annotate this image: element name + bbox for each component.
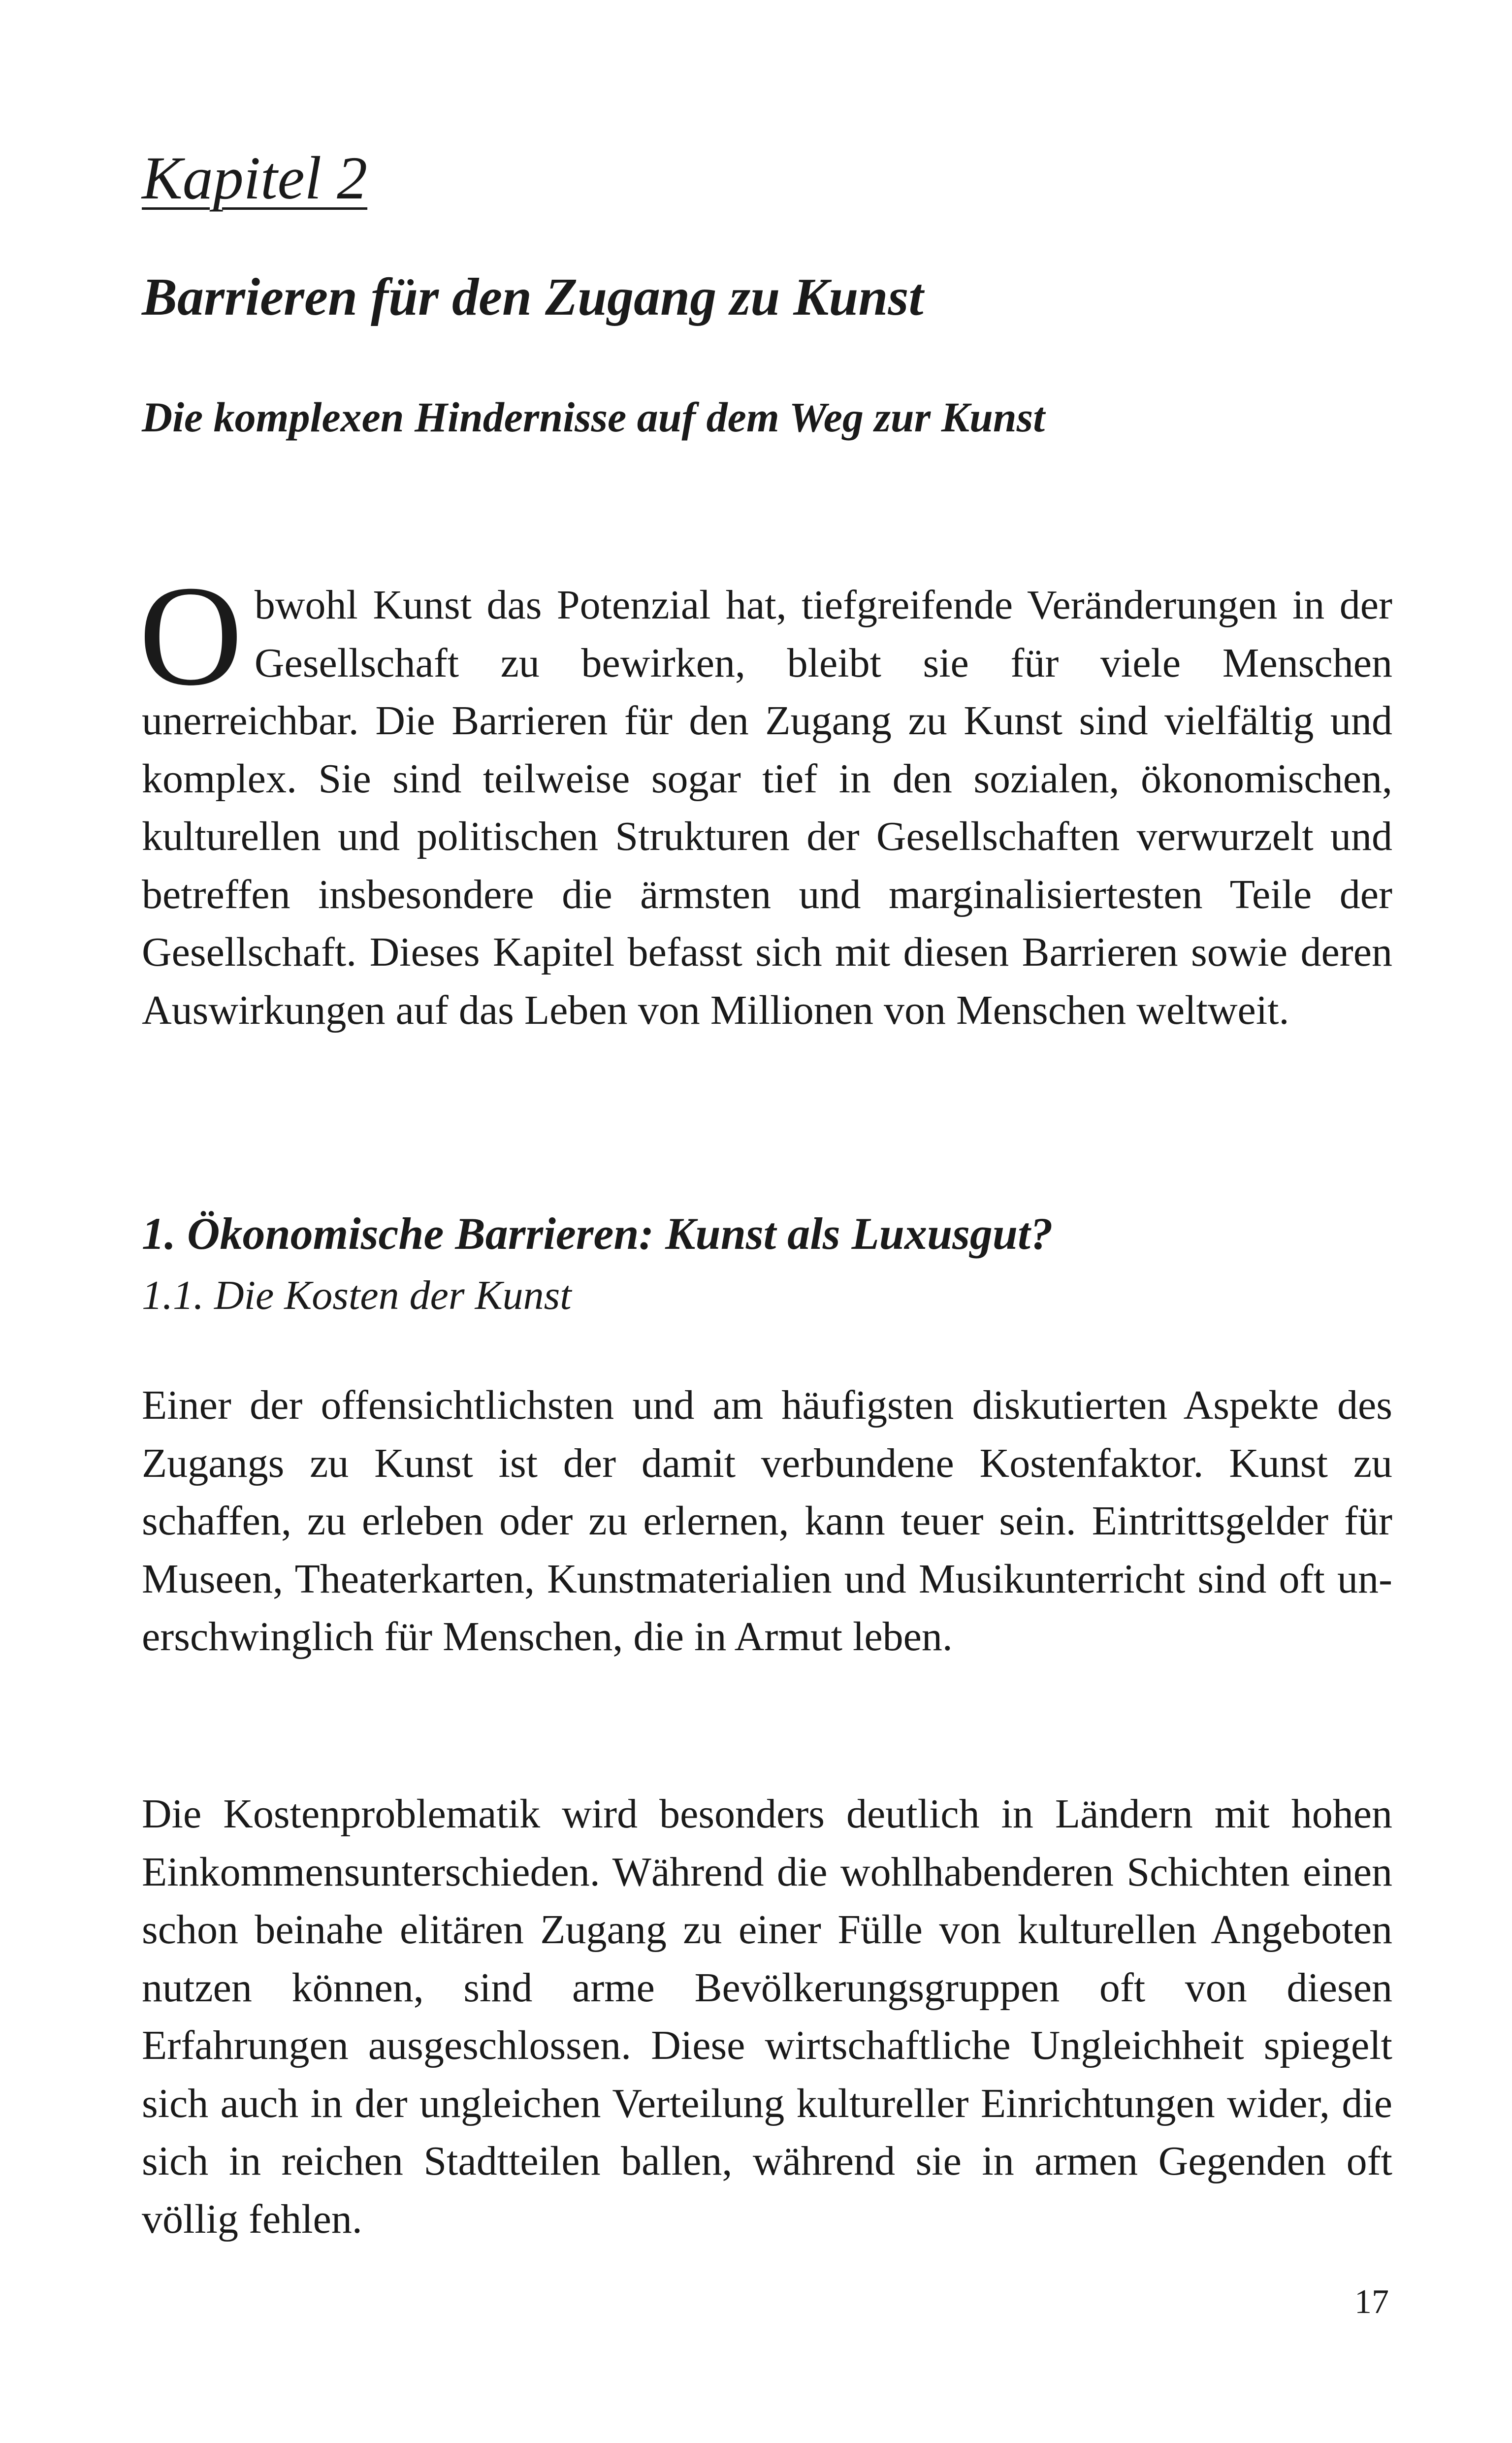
page-number: 17 [1354,2283,1389,2321]
drop-cap: O [139,556,243,716]
chapter-label: Kapitel 2 [142,144,368,212]
intro-text: bwohl Kunst das Potenzial hat, tiefgreifende Veränderungen in der Gesellschaft zu bewirken, bleibt sie für viele Menschen unerreichbar. Die Barrieren für den Zugang zu Kunst sind vielfältig und komplex. Sie sind teilweise sogar tief in den sozialen, ökonomischen, kulturellen und politischen Strukturen der Gesellschaften verwurzelt und betreffen insbesondere die ärmsten und marginalisiertesten Teile der Gesellschaft. Dieses Kapitel befasst sich mit diesen Barrieren sowie deren Auswirkungen auf das Leben von Millionen von Menschen weltweit. [142,582,1392,1033]
body-paragraph: Einer der offensichtlichsten und am häufigsten diskutierten Aspekte des Zugangs zu Kunst ist der damit verbundene Kostenfaktor. Kunst zu schaffen, zu erleben oder zu erlernen, kann teuer sein. Eintrittsgelder für Museen, Theaterkarten, Kunstmaterialien und Musikunterricht sind oft unerschwinglich für Menschen, die in Armut leben. [142,1382,1392,1660]
subsection-heading: 1.1. Die Kosten der Kunst [142,1272,572,1318]
chapter-subtitle: Die komplexen Hindernisse auf dem Weg zur Kunst [142,393,1045,441]
section-heading: 1. Ökonomische Barrieren: Kunst als Luxusgut? [142,1208,1053,1259]
chapter-title: Barrieren für den Zugang zu Kunst [142,268,924,326]
body-paragraph: Die Kostenproblematik wird besonders deutlich in Ländern mit hohen Einkommensunterschieden. Während die wohlhabenderen Schichten einen schon beinahe elitären Zugang zu einer Fülle von kulturellen Angeboten nutzen können, sind arme Bevölkerungsgruppen oft von diesen Erfahrungen ausgeschlossen. Diese wirtschaftliche Ungleichheit spiegelt sich auch in der ungleichen Verteilung kultureller Einrichtungen wider, die sich in reichen Stadtteilen ballen, während sie in armen Gegenden oft völlig fehlen. [142,1791,1392,2242]
intro-paragraph [139,556,1392,1039]
